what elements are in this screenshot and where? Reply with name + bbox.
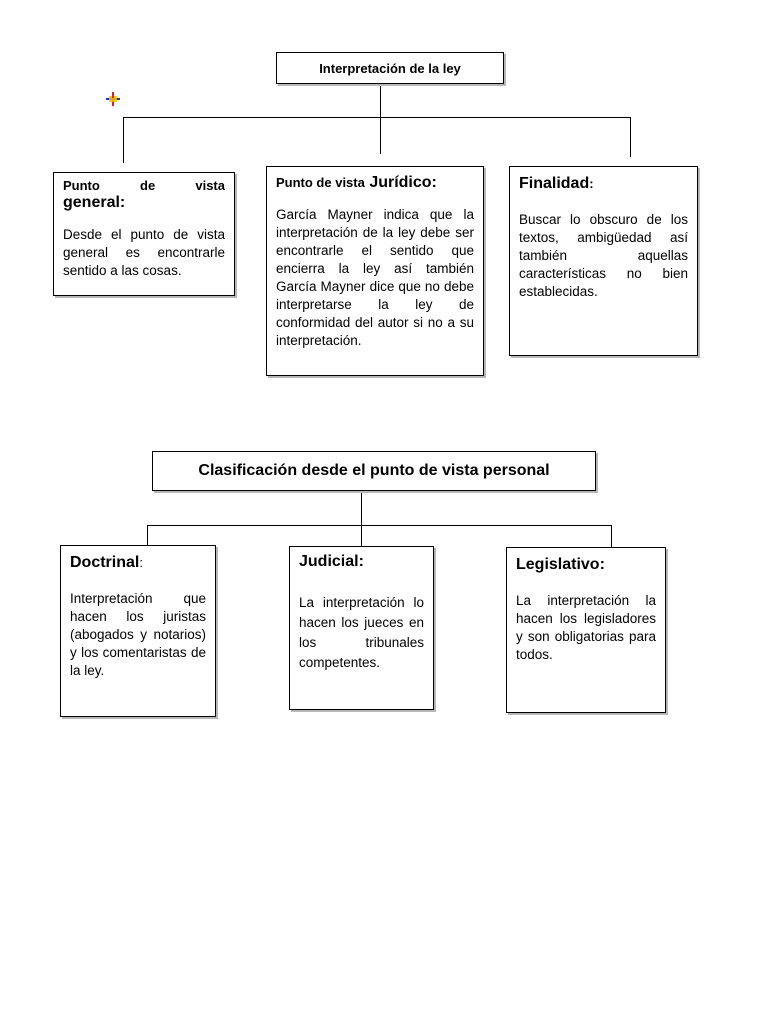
- card-title-main: general: [63, 193, 120, 211]
- card-title-prefix: Punto de vista: [276, 175, 365, 190]
- card-title-suffix: :: [589, 176, 594, 191]
- root-label: Interpretación de la ley: [319, 60, 461, 76]
- card-title: [63, 179, 225, 212]
- card-title-suffix: :: [431, 174, 437, 191]
- root-label: Clasificación desde el punto de vista personal: [198, 462, 550, 479]
- card-title: [516, 556, 656, 574]
- card-doctrinal: [60, 545, 216, 717]
- card-punto-vista-juridico: [266, 166, 484, 376]
- card-title: [299, 553, 424, 571]
- card-body: Interpretación que hacen los juristas (abogados y notarios) y los comentaristas de la ley.: [70, 591, 206, 679]
- card-title-main: Legislativo:: [516, 556, 605, 573]
- plus-marker-icon: [106, 92, 120, 106]
- connector-horizontal: [123, 117, 631, 118]
- card-body: Desde el punto de vista general es encontrarle sentido a las cosas.: [63, 227, 225, 279]
- card-title-prefix: Punto de vista: [63, 178, 225, 193]
- card-title-main: Judicial:: [299, 553, 364, 570]
- card-title-suffix: :: [119, 193, 126, 211]
- card-body: García Mayner indica que la interpretación de la ley debe ser encontrarle el sentido que encierra la ley así también García Mayner dice que no debe interpretarse la ley de conformidad del autor si no a su interpretación.: [276, 207, 474, 349]
- card-legislativo: [506, 547, 666, 713]
- connector-left-down: [147, 525, 148, 547]
- root-box-clasificacion: [152, 451, 596, 491]
- card-title: [70, 554, 206, 572]
- card-title-main: Jurídico: [369, 174, 432, 191]
- connector-right-down: [630, 117, 631, 157]
- card-judicial: [289, 546, 434, 710]
- card-title: [519, 175, 688, 193]
- card-body: La interpretación lo hacen los jueces en los tribunales competentes.: [299, 595, 424, 671]
- card-title: [276, 174, 474, 192]
- connector-root-down: [361, 490, 362, 548]
- card-finalidad: [509, 166, 698, 356]
- card-title-suffix: :: [139, 555, 143, 570]
- connector-horizontal: [147, 525, 612, 526]
- card-body: Buscar lo obscuro de los textos, ambigüedad así también aquellas características no bien establecidas.: [519, 212, 688, 300]
- card-title-main: Finalidad: [519, 175, 590, 192]
- connector-right-down: [611, 525, 612, 548]
- root-box-interpretacion: [276, 52, 504, 84]
- connector-root-down: [380, 82, 381, 154]
- card-punto-vista-general: [53, 172, 235, 296]
- connector-left-down: [123, 117, 124, 163]
- card-title-main: Doctrinal: [70, 554, 140, 571]
- card-body: La interpretación la hacen los legisladores y son obligatorias para todos.: [516, 593, 656, 663]
